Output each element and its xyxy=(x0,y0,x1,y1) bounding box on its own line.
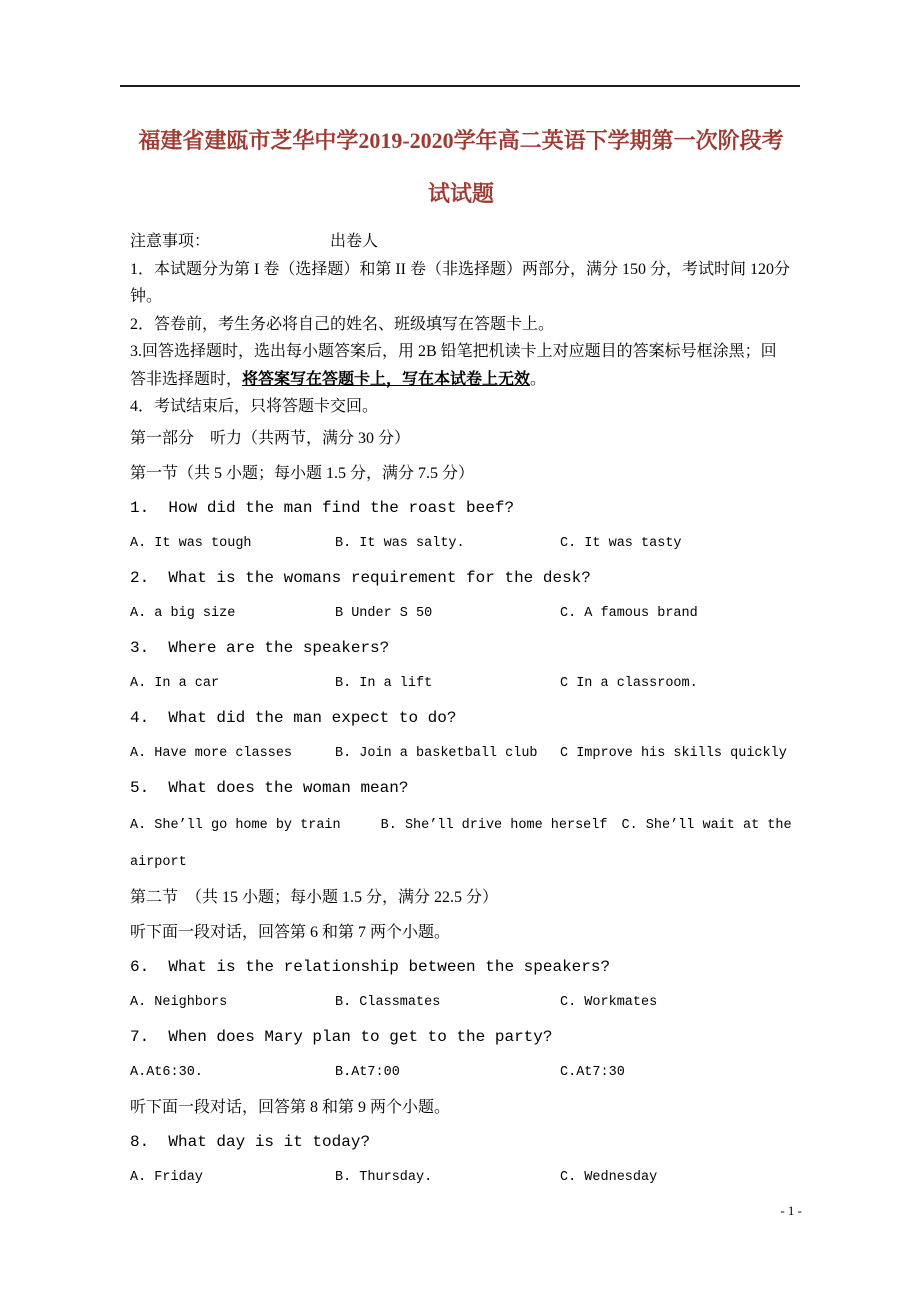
question-8-options xyxy=(130,1160,792,1195)
notice-item-3-emphasis: 将答案写在答题卡上，写在本试卷上无效 xyxy=(242,370,531,388)
option-c: C. She’ll wait at the airport xyxy=(130,817,800,870)
question-5-text: 5. What does the woman mean? xyxy=(130,778,409,797)
option-a: A. In a car xyxy=(130,675,220,691)
notice-item-1: 1．本试题分为第 I 卷（选择题）和第 II 卷（非选择题）两部分，满分 150 分，考试时间 120分钟。 xyxy=(130,260,790,305)
notice-label: 注意事项： xyxy=(130,233,211,250)
question-2-options xyxy=(130,596,792,631)
question-3-options xyxy=(130,666,792,701)
option-b: B. She’ll drive home herself xyxy=(380,817,608,833)
question-4-text: 4. What did the man expect to do? xyxy=(130,708,457,727)
option-a: A. Have more classes xyxy=(130,745,293,761)
option-c: C. Workmates xyxy=(560,994,658,1010)
option-c: C. A famous brand xyxy=(560,605,698,621)
option-c: C. It was tasty xyxy=(560,535,682,551)
question-2-text: 2. What is the womans requirement for the desk? xyxy=(130,568,591,587)
issuer-label: 出卷人 xyxy=(330,233,379,250)
option-a: A. It was tough xyxy=(130,535,252,551)
question-5-options xyxy=(130,806,800,880)
page-content xyxy=(130,100,800,1195)
option-a: A. Neighbors xyxy=(130,994,228,1010)
option-b: B. It was salty. xyxy=(335,535,465,551)
option-b: B.At7:00 xyxy=(335,1064,400,1080)
option-a: A. a big size xyxy=(130,605,236,621)
header-divider xyxy=(120,85,800,87)
option-c: C Improve his skills quickly xyxy=(560,745,787,761)
notice-item-4: 4．考试结束后，只将答题卡交回。 xyxy=(130,398,379,415)
page-number: - 1 - xyxy=(780,1203,802,1218)
dialog-6-7-instruction: 听下面一段对话，回答第 6 和第 7 两个小题。 xyxy=(130,923,451,941)
option-c: C.At7:30 xyxy=(560,1064,625,1080)
question-1-text: 1. How did the man find the roast beef? xyxy=(130,498,515,517)
option-a: A. She’ll go home by train xyxy=(130,817,341,833)
option-b: B. Classmates xyxy=(335,994,441,1010)
section1-heading: 第一节（共 5 小题；每小题 1.5 分，满分 7.5 分） xyxy=(130,464,475,482)
notice-section xyxy=(130,228,792,421)
notice-item-3-suffix: 。 xyxy=(530,370,547,388)
option-a: A. Friday xyxy=(130,1169,203,1185)
question-3-text: 3. Where are the speakers? xyxy=(130,638,390,657)
question-7-text: 7. When does Mary plan to get to the party? xyxy=(130,1027,553,1046)
question-6-text: 6. What is the relationship between the speakers? xyxy=(130,957,611,976)
option-c: C In a classroom. xyxy=(560,675,698,691)
document-title-line2: 试试题 xyxy=(427,181,494,206)
notice-item-2: 2．答卷前，考生务必将自己的姓名、班级填写在答题卡上。 xyxy=(130,315,555,333)
document-title xyxy=(130,114,792,220)
option-b: B. In a lift xyxy=(335,675,433,691)
question-6-options xyxy=(130,985,792,1020)
question-8-text: 8. What day is it today? xyxy=(130,1132,371,1151)
question-4-options xyxy=(130,736,792,771)
question-1-options xyxy=(130,526,792,561)
question-7-options xyxy=(130,1055,792,1090)
section2-heading: 第二节 （共 15 小题；每小题 1.5 分，满分 22.5 分） xyxy=(130,888,499,906)
option-b: B. Thursday. xyxy=(335,1169,433,1185)
notice-header xyxy=(130,228,792,256)
document-title-line1: 福建省建瓯市芝华中学2019-2020学年高二英语下学期第一次阶段考 xyxy=(138,128,784,153)
dialog-8-9-instruction: 听下面一段对话，回答第 8 和第 9 两个小题。 xyxy=(130,1098,451,1116)
part1-heading: 第一部分 听力（共两节，满分 30 分） xyxy=(130,429,411,447)
notice-item-3 xyxy=(130,338,792,393)
notice-item-3-prefix: 3.回答选择题时，选出每小题答案后，用 2B 铅笔把机读卡上对应题目的答案标号框涂黑；回答非选择题时， xyxy=(130,343,777,388)
exam-body xyxy=(130,421,800,1195)
option-c: C. Wednesday xyxy=(560,1169,658,1185)
option-b: B Under S 50 xyxy=(335,605,433,621)
option-a: A.At6:30. xyxy=(130,1064,203,1080)
option-b: B. Join a basketball club xyxy=(335,745,538,761)
